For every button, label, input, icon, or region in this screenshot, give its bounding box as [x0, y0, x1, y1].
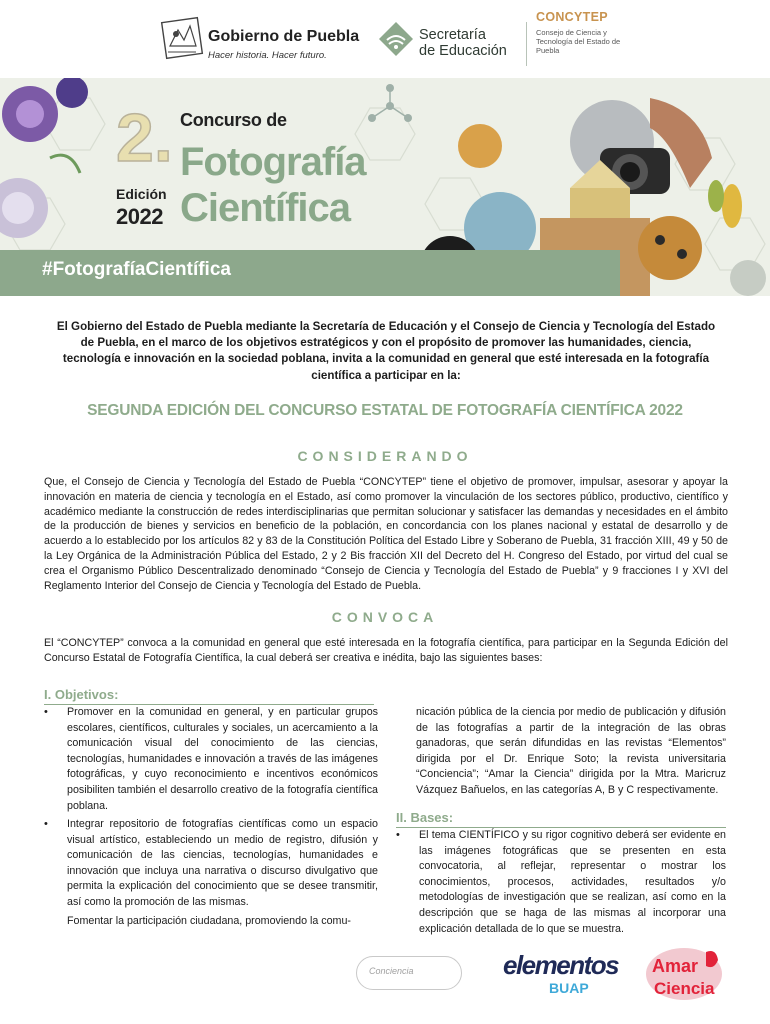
- bases-bullet-1: El tema CIENTÍFICO y su rigor cognitivo deberá ser evidente en las imágenes fotográficas que se presenten en esta convocatoria, al reflejar, representar o mostrar los conocimientos, procesos, actividades, resultados y/o metodologías de investigación que se realizan, así como en la descripción que se haga de las mismas al incorporar una explicación detallada de lo que se muestra.: [419, 829, 726, 935]
- contest-title: [112, 98, 372, 258]
- intro-paragraph: El Gobierno del Estado de Puebla mediante la Secretaría de Educación y el Consejo de Ciencia y Tecnología del Estado de Puebla, en el marco de los objetivos estratégicos y con el propósito de promover las humanidades, ciencia, tecnología e innovación en la sociedad poblana, invita a la comunidad en general que esté interesada en la fotografía científica a participar en la:: [56, 320, 716, 382]
- hashtag: #FotografíaCientífica: [42, 259, 231, 280]
- gobierno-name: Gobierno de Puebla: [208, 28, 360, 45]
- considerando-heading: CONSIDERANDO: [297, 448, 473, 464]
- considerando-text: Que, el Consejo de Ciencia y Tecnología del Estado de Puebla “CONCYTEP” tiene el objetivo de promover, impulsar, asesorar y apoyar la innovación en materia de ciencia y tecnología en el Estado, así como promover la vinculación de los sectores público, productivo, científico y académico mediante la construcción de redes interdisciplinarias que permitan solucionar y satisfacer las demandas y necesidades en el ámbito de la producción de bienes y servicios en beneficio de la población, en concordancia con los planes nacional y estatal de desarrollo y de acuerdo a lo establecido por los artículos 82 y 83 de la Constitución Política del Estado Libre y Soberano de Puebla, 31 fracción XIII, 49 y 50 de la Ley Orgánica de la Administración Pública del Estado, 2 y 2 Bis fracción XII del Decreto del H. Congreso del Estado, por virtud del cual se crea el Organismo Público Descentralizado denominado “Consejo de Ciencia y Tecnología del Estado de Puebla” y 9 fracciones I y XVI del Reglamento Interior del Consejo de Ciencia y Tecnología del Estado de Puebla.: [44, 476, 728, 592]
- elementos-logo: elementos: [503, 950, 619, 980]
- convoca-text: El “CONCYTEP” convoca a la comunidad en general que esté interesada en la fotografía científica, para participar en la Segunda Edición del Concurso Estatal de Fotografía Científica, la cual deberá ser creativa e inédita, bajo las siguientes bases:: [44, 637, 728, 664]
- conciencia-logo: [356, 956, 462, 990]
- amar-text: Amar: [652, 956, 699, 976]
- concytep-subtitle: Consejo de Ciencia y Tecnología del Estado de Puebla: [536, 28, 621, 55]
- amar-la-ciencia-logo: [644, 946, 724, 1004]
- secretaria-name-line2: de Educación: [419, 43, 507, 59]
- edition-label: Edición: [116, 186, 167, 202]
- bullet-marker: •: [396, 829, 400, 841]
- convoca-heading: CONVOCA: [331, 609, 439, 625]
- edition-number: 2.: [116, 100, 173, 176]
- secretaria-name-line1: Secretaría: [419, 27, 486, 43]
- header-divider: [526, 22, 527, 66]
- secretaria-educacion-logo: [378, 18, 518, 68]
- header: [0, 0, 770, 78]
- banner: [0, 78, 770, 296]
- title-concurso: Concurso de: [180, 110, 287, 130]
- secretaria-emblem-icon: [378, 21, 414, 57]
- objetivos-bullet-3-start: Fomentar la participación ciudadana, promoviendo la comu-: [67, 915, 351, 927]
- concytep-name: CONCYTEP: [536, 10, 608, 24]
- gobierno-emblem-icon: [160, 16, 204, 60]
- secretaria-name: [419, 27, 507, 59]
- bullet-marker: •: [44, 706, 48, 718]
- objetivos-heading: I. Objetivos:: [44, 687, 119, 702]
- gobierno-tagline: Hacer historia. Hacer futuro.: [208, 50, 327, 61]
- objetivos-bullet-2: Integrar repositorio de fotografías científicas como un espacio visual artístico, estableciendo un medio de registro, difusión y comunicación de las ciencias, tecnologías, humanidades e innovación que incluya una narrativa o discurso divulgativo que permita la explicación del conocimiento que se desee transmitir, así como la promoción de las mismas.: [67, 818, 378, 908]
- concytep-logo: [536, 10, 656, 70]
- flower-decoration: [0, 78, 110, 253]
- main-title: SEGUNDA EDICIÓN DEL CONCURSO ESTATAL DE FOTOGRAFÍA CIENTÍFICA 2022: [87, 402, 683, 419]
- ciencia-text: Ciencia: [654, 979, 715, 998]
- edition-year: 2022: [116, 204, 163, 229]
- buap-logo: BUAP: [549, 980, 589, 996]
- conciencia-logo-text: Conciencia: [369, 966, 414, 976]
- bullet-marker: •: [44, 818, 48, 830]
- bases-heading: II. Bases:: [396, 810, 454, 825]
- objetivos-bullet-3-continued: nicación pública de la ciencia por medio de publicación y difusión de las fotografías a partir de la integración de las obras ganadoras, que serán difundidas en las revistas “Elementos” dirigida por el Dr. Enrique Soto; la revista universitaria “Conciencia”; “Amar la Ciencia” dirigida por la Mtra. Maricruz Vázquez Bañuelos, en las categorías A, B y C respectivamente.: [416, 706, 726, 796]
- title-cientifica: Científica: [180, 186, 351, 230]
- objetivos-bullet-1: Promover en la comunidad en general, y en particular grupos escolares, científicos, culturales y sociales, un acercamiento a la comunicación visual del conocimiento de las ciencias, tecnologías, humanidades e innovación a través de las imágenes fotográficas, y cuyo reconocimiento e incentivos económicos posibiliten también el desarrollo creativo de la fotografía científica poblana.: [67, 706, 378, 812]
- gobierno-puebla-logo: [160, 14, 360, 64]
- title-fotografia: Fotografía: [180, 140, 366, 184]
